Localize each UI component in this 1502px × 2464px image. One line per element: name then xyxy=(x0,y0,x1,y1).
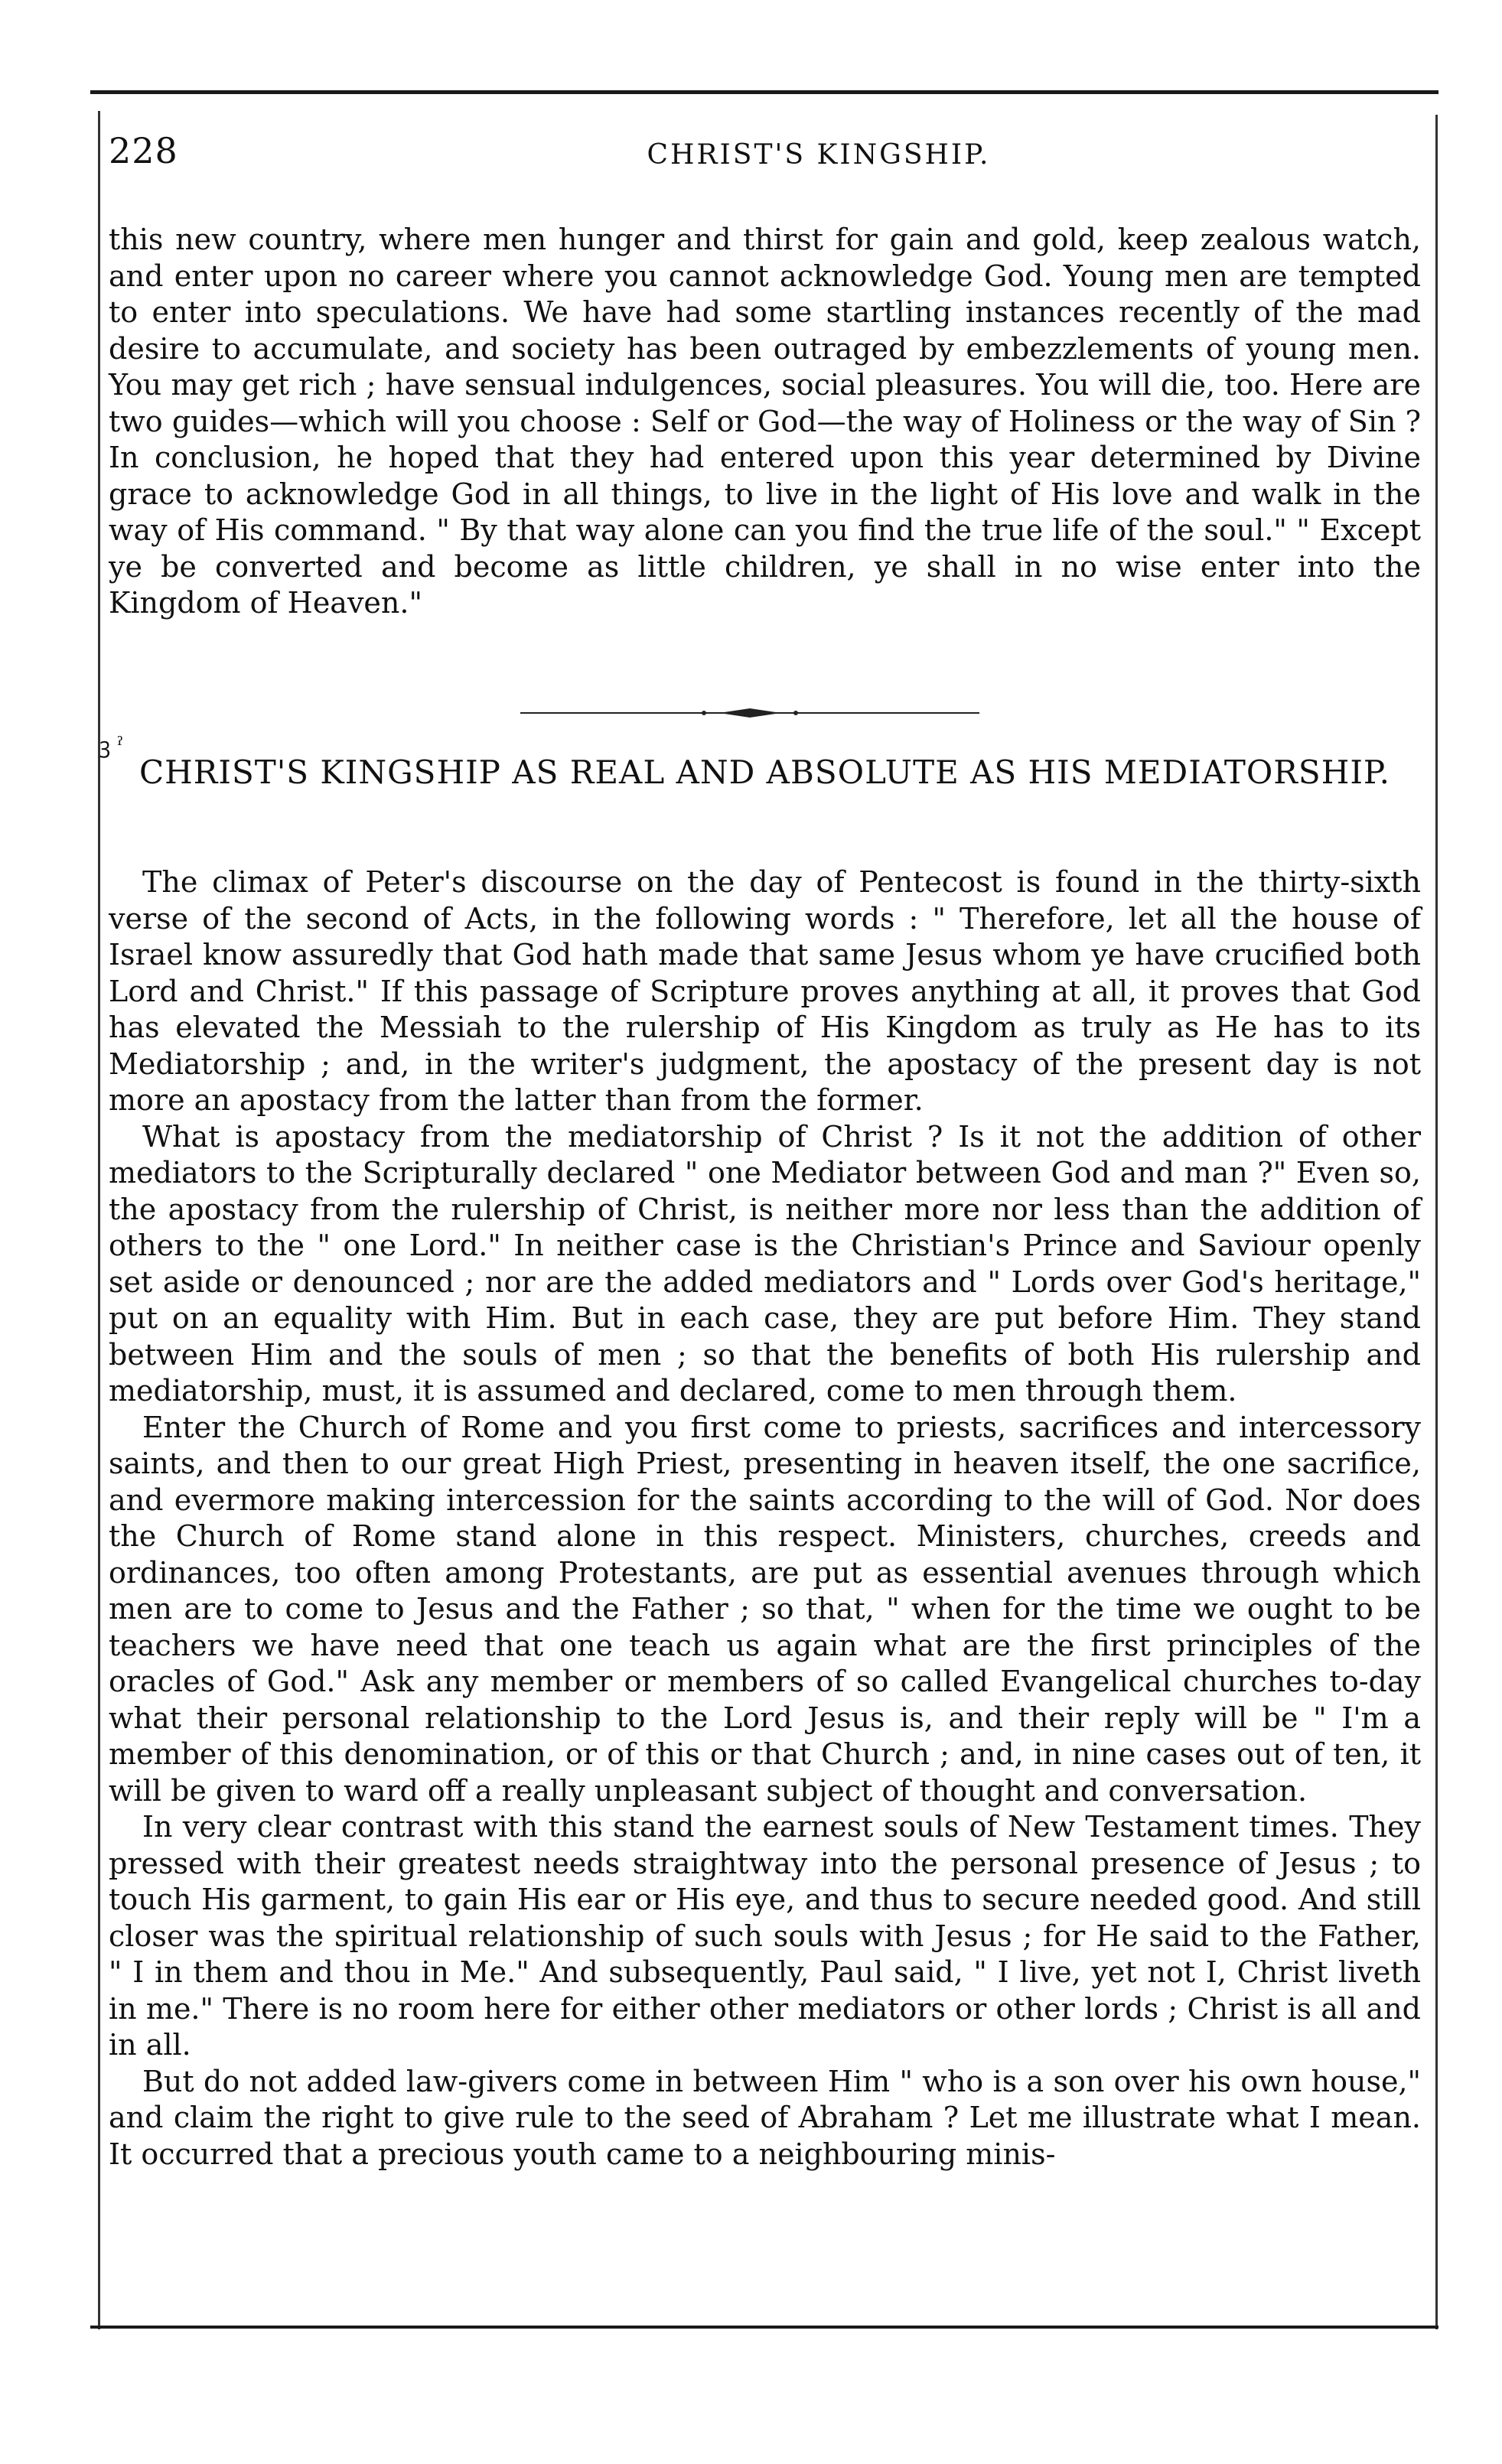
page-number: 228 xyxy=(109,130,178,171)
article-body xyxy=(109,864,1421,2173)
continuation-paragraph: this new country, where men hunger and thirst for gain and gold, keep zealous watch, and enter upon no career where you cannot acknowledge God. Young men are tempted to enter into speculations. We have had some startling instances recently of the mad desire to accumulate, and society has been outraged by embezzlements of young men. You may get rich ; have sensual indulgences, social pleasures. You will die, too. Here are two guides—which will you choose : Self or God—the way of Holiness or the way of Sin ? In conclusion, he hoped that they had entered upon this year determined by Divine grace to acknowledge God in all things, to live in the light of His love and walk in the way of His command. " By that way alone can you find the true life of the soul." " Except ye be converted and become as little children, ye shall in no wise enter into the Kingdom of Heaven." xyxy=(109,223,1421,620)
section-divider-ornament xyxy=(520,708,979,718)
running-title: CHRIST'S KINGSHIP. xyxy=(647,139,991,171)
body-paragraph: In very clear contrast with this stand the earnest souls of New Testament times. They pressed with their greatest needs straightway into the personal presence of Jesus ; to touch His garment, to gain His ear or His eye, and thus to secure needed good. And still closer was the spiritual relationship of such souls with Jesus ; for He said to the Father, " I in them and thou in Me." And subsequently, Paul said, " I live, yet not I, Christ liveth in me." There is no room here for either other mediators or other lords ; Christ is all and in all. xyxy=(109,1810,1421,2062)
body-paragraph: Enter the Church of Rome and you first come to priests, sacrifices and intercessory saints, and then to our great High Priest, presenting in heaven itself, the one sacrifice, and evermore making intercession for the saints according to the will of God. Nor does the Church of Rome stand alone in this respect. Ministers, churches, creeds and ordinances, too often among Protestants, are put as essential avenues through which men are to come to Jesus and the Father ; so that, " when for the time we ought to be teachers we have need that one teach us again what are the first principles of the oracles of God." Ask any member or members of so called Evangelical churches to-day what their personal relationship to the Lord Jesus is, and their reply will be " I'm a member of this denomination, or of this or that Church ; and, in nine cases out of ten, it will be given to ward off a really unpleasant subject of thought and conversation. xyxy=(109,1410,1421,1808)
stray-print-mark: ꝫ ˀ xyxy=(99,733,124,758)
left-border-rule xyxy=(98,111,100,2329)
right-border-rule xyxy=(1435,115,1438,2329)
article-title: CHRIST'S KINGSHIP AS REAL AND ABSOLUTE AS HIS MEDIATORSHIP. xyxy=(138,754,1391,791)
body-paragraph: The climax of Peter's discourse on the day of Pentecost is found in the thirty-sixth verse of the second of Acts, in the following words : " Therefore, let all the house of Israel know assuredly that God hath made that same Jesus whom ye have crucified both Lord and Christ." If this passage of Scripture proves anything at all, it proves that God has elevated the Messiah to the rulership of His Kingdom as truly as He has to its Mediatorship ; and, in the writer's judgment, the apostacy of the present day is not more an apostacy from the latter than from the former. xyxy=(109,865,1421,1117)
top-rule xyxy=(90,90,1438,94)
body-paragraph: But do not added law-givers come in between Him " who is a son over his own house," and claim the right to give rule to the seed of Abraham ? Let me illustrate what I mean. It occurred that a precious youth came to a neighbouring minis- xyxy=(109,2064,1421,2171)
body-paragraph: What is apostacy from the mediatorship of Christ ? Is it not the addition of other mediators to the Scripturally declared " one Mediator between God and man ?" Even so, the apostacy from the rulership of Christ, is neither more nor less than the addition of others to the " one Lord." In neither case is the Christian's Prince and Saviour openly set aside or denounced ; nor are the added mediators and " Lords over God's heritage," put on an equality with Him. But in each case, they are put before Him. They stand between Him and the souls of men ; so that the benefits of both His rulership and mediatorship, must, it is assumed and declared, come to men through them. xyxy=(109,1119,1421,1408)
previous-article-ending xyxy=(109,222,1421,622)
bottom-rule xyxy=(90,2326,1438,2329)
